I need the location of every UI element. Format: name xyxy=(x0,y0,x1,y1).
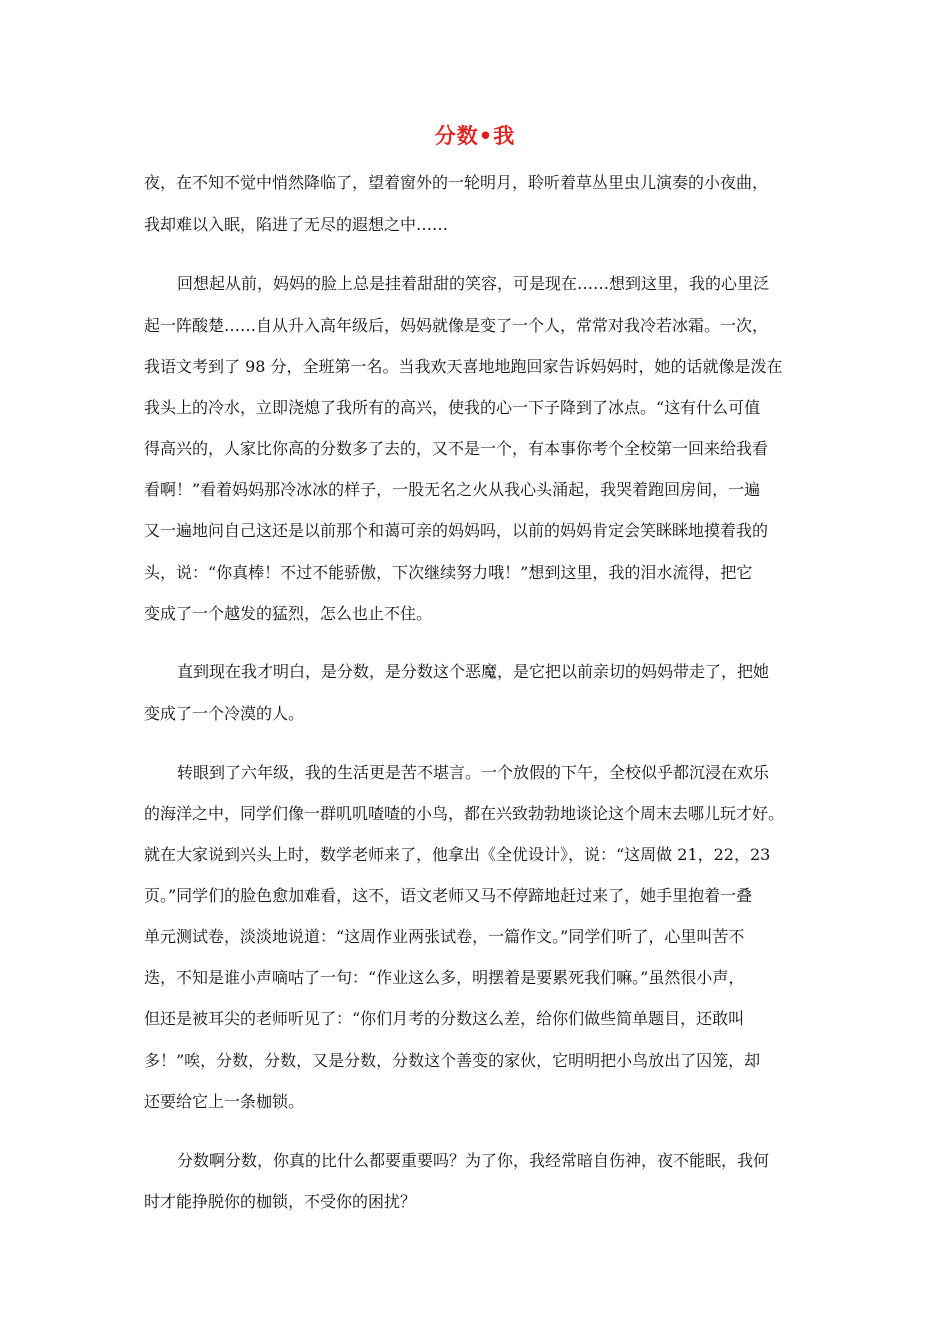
text-line: 我头上的冷水，立即浇熄了我所有的高兴，使我的心一下子降到了冰点。“这有什么可值 xyxy=(144,398,761,417)
text-line: 又一遍地问自己这还是以前那个和蔼可亲的妈妈吗，以前的妈妈肯定会笑眯眯地摸着我的 xyxy=(144,521,769,540)
text-line: 页。”同学们的脸色愈加难看，这不，语文老师又马不停蹄地赶过来了，她手里抱着一叠 xyxy=(144,886,753,905)
text-line: 的海洋之中，同学们像一群叽叽喳喳的小鸟，都在兴致勃勃地谈论这个周末去哪儿玩才好。 xyxy=(144,804,785,823)
text-line: 直到现在我才明白，是分数，是分数这个恶魔，是它把以前亲切的妈妈带走了，把她 xyxy=(177,662,770,681)
text-line: 我语文考到了 98 分，全班第一名。当我欢天喜地地跑回家告诉妈妈时，她的话就像是泼在 xyxy=(144,357,783,376)
text-line: 迭，不知是谁小声嘀咕了一句：“作业这么多，明摆着是要累死我们嘛。”虽然很小声， xyxy=(144,968,745,987)
text-line: 看啊！”看着妈妈那冷冰冰的样子，一股无名之火从我心头涌起，我哭着跑回房间，一遍 xyxy=(144,480,761,499)
text-line: 我却难以入眠，陷进了无尽的遐想之中…… xyxy=(144,215,449,234)
text-line: 转眼到了六年级，我的生活更是苦不堪言。一个放假的下午，全校似乎都沉浸在欢乐 xyxy=(177,763,770,782)
text-line: 多！”唉，分数，分数，又是分数，分数这个善变的家伙，它明明把小鸟放出了囚笼，却 xyxy=(144,1051,761,1070)
text-line: 得高兴的，人家比你高的分数多了去的，又不是一个，有本事你考个全校第一回来给我看 xyxy=(144,439,769,458)
document-title: 分数•我 xyxy=(434,123,516,148)
text-line: 变成了一个冷漠的人。 xyxy=(144,704,305,723)
text-line: 头，说：“你真棒！不过不能骄傲，下次继续努力哦！”想到这里，我的泪水流得，把它 xyxy=(144,563,753,582)
text-line: 单元测试卷，淡淡地说道：“这周作业两张试卷，一篇作文。”同学们听了，心里叫苦不 xyxy=(144,927,745,946)
text-line: 还要给它上一条枷锁。 xyxy=(144,1092,305,1111)
text-line: 回想起从前，妈妈的脸上总是挂着甜甜的笑容，可是现在……想到这里，我的心里泛 xyxy=(177,274,770,293)
text-line: 起一阵酸楚……自从升入高年级后，妈妈就像是变了一个人，常常对我冷若冰霜。一次， xyxy=(144,316,769,335)
text-line: 变成了一个越发的猛烈，怎么也止不住。 xyxy=(144,604,433,623)
text-line: 分数啊分数，你真的比什么都要重要吗？为了你，我经常暗自伤神，夜不能眠，我何 xyxy=(177,1151,770,1170)
text-line: 但还是被耳尖的老师听见了：“你们月考的分数这么差，给你们做些简单题目，还敢叫 xyxy=(144,1009,745,1028)
text-line: 就在大家说到兴头上时，数学老师来了，他拿出《全优设计》，说：“这周做 21，22，23 xyxy=(144,845,771,864)
text-line: 夜，在不知不觉中悄然降临了，望着窗外的一轮明月，聆听着草丛里虫儿演奏的小夜曲， xyxy=(144,173,769,192)
text-line: 时才能挣脱你的枷锁，不受你的困扰？ xyxy=(144,1192,417,1211)
